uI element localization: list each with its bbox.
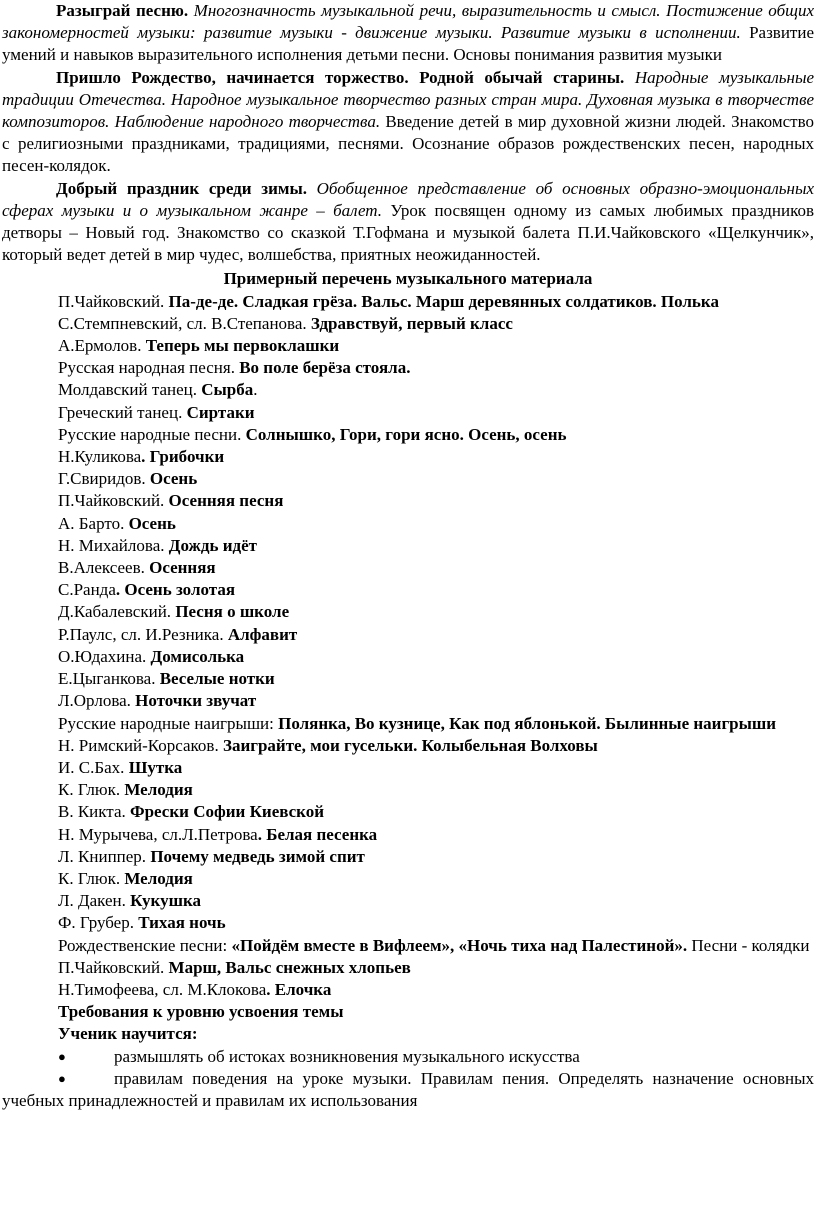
- learning-outcomes-list: [2, 1046, 814, 1113]
- piece-title: Мелодия: [124, 868, 193, 888]
- topic-body-text: Введение детей в мир духовной жизни людей. Знакомство с религиозными праздниками, традициями, песнями. Осознание образов рождественских песен, народных песен-колядок.: [2, 112, 815, 176]
- piece-title: Фрески Софии Киевской: [130, 802, 325, 822]
- music-list-item: [2, 424, 814, 446]
- music-material-list: [2, 291, 814, 1002]
- topic-body-text: Урок посвящен одному из самых любимых праздников детворы – Новый год. Знакомство со сказкой Т.Гофмана и музыкой балета П.И.Чайковского «Щелкунчик», который ведет детей в мир чудес, волшебства, приятных неожиданностей.: [2, 200, 814, 265]
- composer-name: Р.Паулс, сл. И.Резника.: [58, 624, 228, 644]
- topic-title: Пришло Рождество, начинается торжество. Родной обычай старины.: [56, 67, 625, 87]
- intro-paragraph-3: [2, 178, 814, 267]
- composer-name: Д.Кабалевский.: [58, 602, 176, 622]
- student-title: Ученик научится:: [58, 1024, 198, 1044]
- composer-name: Н. Мурычева, сл.Л.Петрова: [58, 824, 258, 844]
- piece-title: . Грибочки: [141, 447, 225, 467]
- piece-title: «Пойдём вместе в Вифлеем», «Ночь тиха над Палестиной».: [231, 935, 688, 955]
- intro-paragraph-2: [2, 67, 814, 178]
- piece-title: Кукушка: [130, 891, 202, 911]
- bullet-icon: ●: [58, 1048, 66, 1064]
- music-list-item: [2, 801, 814, 823]
- music-list-item: [2, 868, 814, 890]
- music-list-item: [2, 713, 814, 735]
- composer-name: Л. Дакен.: [58, 891, 131, 911]
- piece-title: Теперь мы первоклашки: [145, 336, 340, 356]
- piece-suffix: Песни - колядки: [687, 935, 810, 955]
- composer-name: Л.Орлова.: [58, 691, 136, 711]
- music-list-item: [2, 357, 814, 379]
- composer-name: В. Кикта.: [58, 802, 130, 822]
- music-list-item: [2, 335, 814, 357]
- music-list-item: [2, 291, 814, 313]
- composer-name: К. Глюк.: [58, 868, 125, 888]
- composer-name: П.Чайковский.: [58, 291, 169, 311]
- music-list-item: [2, 402, 814, 424]
- piece-title: . Елочка: [266, 979, 332, 999]
- piece-title: Сиртаки: [186, 402, 255, 422]
- music-list-item: [2, 935, 814, 957]
- piece-title: Алфавит: [227, 624, 298, 644]
- composer-name: Русские народные песни.: [58, 424, 246, 444]
- piece-title: Тихая ночь: [138, 913, 226, 933]
- composer-name: Н.Тимофеева, сл. М.Клокова: [58, 979, 267, 999]
- piece-title: Веселые нотки: [159, 669, 275, 689]
- composer-name: В.Алексеев.: [58, 558, 150, 578]
- piece-title: Па-де-де. Сладкая грёза. Вальс. Марш деревянных солдатиков. Полька: [168, 291, 719, 311]
- music-list-item: [2, 824, 814, 846]
- composer-name: Н.Куликова: [58, 447, 142, 467]
- requirements-title: Требования к уровню усвоения темы: [58, 1002, 344, 1022]
- piece-title: Солнышко, Гори, гори ясно. Осень, осень: [245, 424, 567, 444]
- composer-name: Русские народные наигрыши:: [58, 713, 279, 733]
- composer-name: Н. Римский-Корсаков.: [58, 735, 223, 755]
- piece-title: Заиграйте, мои гусельки. Колыбельная Волховы: [222, 735, 598, 755]
- piece-title: Осень: [128, 513, 176, 533]
- piece-title: Почему медведь зимой спит: [150, 846, 365, 866]
- topic-body-text: Развитие умений и навыков выразительного исполнения детьми песни. Основы понимания развития музыки: [2, 23, 814, 65]
- music-list-item: [2, 468, 814, 490]
- composer-name: Н. Михайлова.: [58, 535, 169, 555]
- topic-title: Разыграй песню.: [56, 1, 189, 20]
- piece-title: Здравствуй, первый класс: [310, 313, 513, 333]
- piece-title: . Осень золотая: [115, 580, 236, 600]
- music-list-item: [2, 601, 814, 623]
- outcome-text: правилам поведения на уроке музыки. Правилам пения. Определять назначение основных учебных принадлежностей и правилам их использования: [2, 1068, 814, 1110]
- composer-name: Г.Свиридов.: [58, 469, 150, 489]
- composer-name: А. Барто.: [58, 513, 129, 533]
- outcome-item: [2, 1068, 814, 1112]
- piece-title: Дождь идёт: [168, 535, 257, 555]
- music-list-item: [2, 757, 814, 779]
- music-list-item: [2, 535, 814, 557]
- piece-title: Шутка: [128, 757, 183, 777]
- composer-name: И. С.Бах.: [58, 757, 129, 777]
- section-heading: Примерный перечень музыкального материала: [223, 269, 593, 289]
- topic-italic-text: Многозначность музыкальной речи, выразительность и смысл. Постижение общих закономерностей музыки: развитие музыки - движение музыки. Развитие музыки в исполнении.: [2, 1, 814, 43]
- topic-title: Добрый праздник среди зимы.: [56, 178, 307, 198]
- piece-title: Ноточки звучат: [135, 691, 257, 711]
- music-list-item: [2, 557, 814, 579]
- music-list-item: [2, 313, 814, 335]
- piece-title: Марш, Вальс снежных хлопьев: [168, 957, 411, 977]
- composer-name: С.Ранда: [58, 580, 116, 600]
- piece-title: Мелодия: [124, 780, 193, 800]
- piece-title: Осень: [149, 469, 198, 489]
- topic-italic-text: Народные музыкальные традиции Отечества. Народное музыкальное творчество разных стран мира. Духовная музыка в творчестве композиторов. Наблюдение народного творчества.: [2, 67, 815, 132]
- composer-name: К. Глюк.: [58, 780, 125, 800]
- music-list-item: [2, 735, 814, 757]
- topic-italic-text: Обобщенное представление об основных образно-эмоциональных сферах музыки и о музыкальном жанре – балет.: [2, 178, 815, 220]
- piece-title: Песня о школе: [175, 602, 290, 622]
- music-list-item: [2, 912, 814, 934]
- intro-paragraph-1: [2, 0, 814, 67]
- piece-title: Полянка, Во кузнице, Как под яблонькой. Былинные наигрыши: [278, 713, 777, 733]
- composer-name: Молдавский танец.: [58, 380, 202, 400]
- piece-title: . Белая песенка: [257, 824, 378, 844]
- piece-title: Осенняя: [149, 558, 216, 578]
- composer-name: П.Чайковский.: [58, 957, 169, 977]
- music-list-item: [2, 779, 814, 801]
- composer-name: О.Юдахина.: [58, 646, 151, 666]
- music-list-item: [2, 446, 814, 468]
- piece-title: Во поле берёза стояла.: [239, 358, 411, 378]
- music-list-item: [2, 690, 814, 712]
- composer-name: С.Стемпневский, сл. В.Степанова.: [58, 313, 311, 333]
- music-list-item: [2, 513, 814, 535]
- composer-name: Греческий танец.: [58, 402, 187, 422]
- composer-name: Русская народная песня.: [58, 358, 240, 378]
- composer-name: П.Чайковский.: [58, 491, 169, 511]
- music-list-item: [2, 624, 814, 646]
- outcome-item: [2, 1046, 814, 1068]
- music-list-item: [2, 379, 814, 401]
- composer-name: А.Ермолов.: [58, 336, 146, 356]
- music-list-item: [2, 668, 814, 690]
- composer-name: Ф. Грубер.: [58, 913, 139, 933]
- piece-title: Домисолька: [150, 646, 245, 666]
- bullet-icon: ●: [58, 1070, 66, 1086]
- music-list-item: [2, 490, 814, 512]
- music-list-item: [2, 646, 814, 668]
- outcome-text: размышлять об истоках возникновения музыкального искусства: [114, 1046, 580, 1066]
- music-list-item: [2, 979, 814, 1001]
- music-list-item: [2, 579, 814, 601]
- composer-name: Рождественские песни:: [58, 935, 232, 955]
- music-list-item: [2, 957, 814, 979]
- piece-suffix: .: [253, 380, 258, 400]
- composer-name: Е.Цыганкова.: [58, 669, 160, 689]
- piece-title: Осенняя песня: [168, 491, 284, 511]
- piece-title: Сырба: [201, 380, 254, 400]
- composer-name: Л. Книппер.: [58, 846, 151, 866]
- music-list-item: [2, 890, 814, 912]
- music-list-item: [2, 846, 814, 868]
